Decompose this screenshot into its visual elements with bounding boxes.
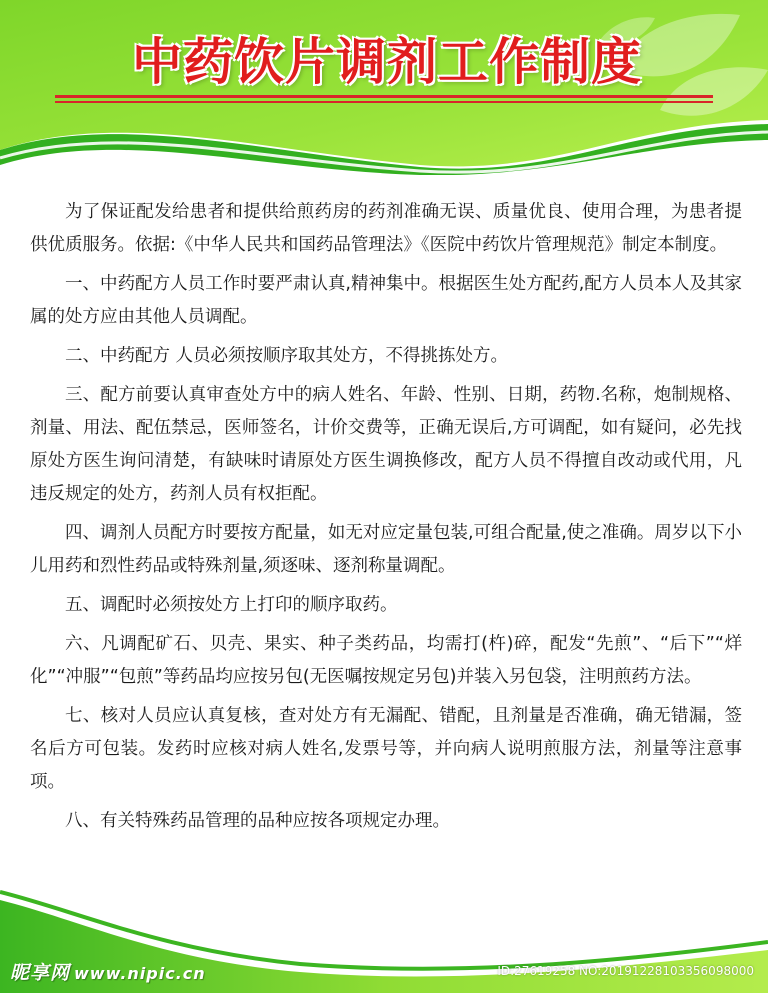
rule-1: 一、中药配方人员工作时要严肃认真,精神集中。根据医生处方配药,配方人员本人及其家属的处方应由其他人员调配。 [30,274,742,327]
watermark-brand: 昵享网 [10,962,71,984]
image-id-label: ID:27619258 NO:20191228103356098000 [497,964,754,978]
rule-3: 三、配方前要认真审查处方中的病人姓名、年龄、性别、日期，药物.名称，炮制规格、剂量、用法、配伍禁忌，医师签名，计价交费等，正确无误后,方可调配，如有疑问，必先找原处方医生询问清楚，有缺味时请原处方医生调换修改，配方人员不得擅自改动或代用，凡违反规定的处方，药剂人员有权拒配。 [30,385,742,504]
watermark-url: www.nipic.cn [74,964,206,983]
rule-7: 七、核对人员应认真复核，查对处方有无漏配、错配，且剂量是否准确，确无错漏，签名后方可包装。发药时应核对病人姓名,发票号等，并向病人说明煎服方法，剂量等注意事项。 [30,706,742,792]
rule-4: 四、调剂人员配方时要按方配量，如无对应定量包装,可组合配量,使之准确。周岁以下小儿用药和烈性药品或特殊剂量,须逐味、逐剂称量调配。 [30,523,742,576]
page-title: 中药饮片调剂工作制度 [132,33,642,91]
rule-6: 六、凡调配矿石、贝壳、果实、种子类药品，均需打(杵)碎，配发“先煎”、“后下”“烊化”“冲服”“包煎”等药品均应按另包(无医嘱按规定另包)并装入另包袋，注明煎药方法。 [30,634,742,687]
rule-8: 八、有关特殊药品管理的品种应按各项规定办理。 [65,811,450,831]
intro-paragraph: 为了保证配发给患者和提供给煎药房的药剂准确无误、质量优良、使用合理，为患者提供优质服务。依据:《中华人民共和国药品管理法》《医院中药饮片管理规范》制定本制度。 [30,202,742,255]
document-body [30,196,742,844]
rule-5: 五、调配时必须按处方上打印的顺序取药。 [65,595,398,615]
rule-2: 二、中药配方 人员必须按顺序取其处方，不得挑拣处方。 [65,346,509,366]
watermark-logo [10,958,206,985]
